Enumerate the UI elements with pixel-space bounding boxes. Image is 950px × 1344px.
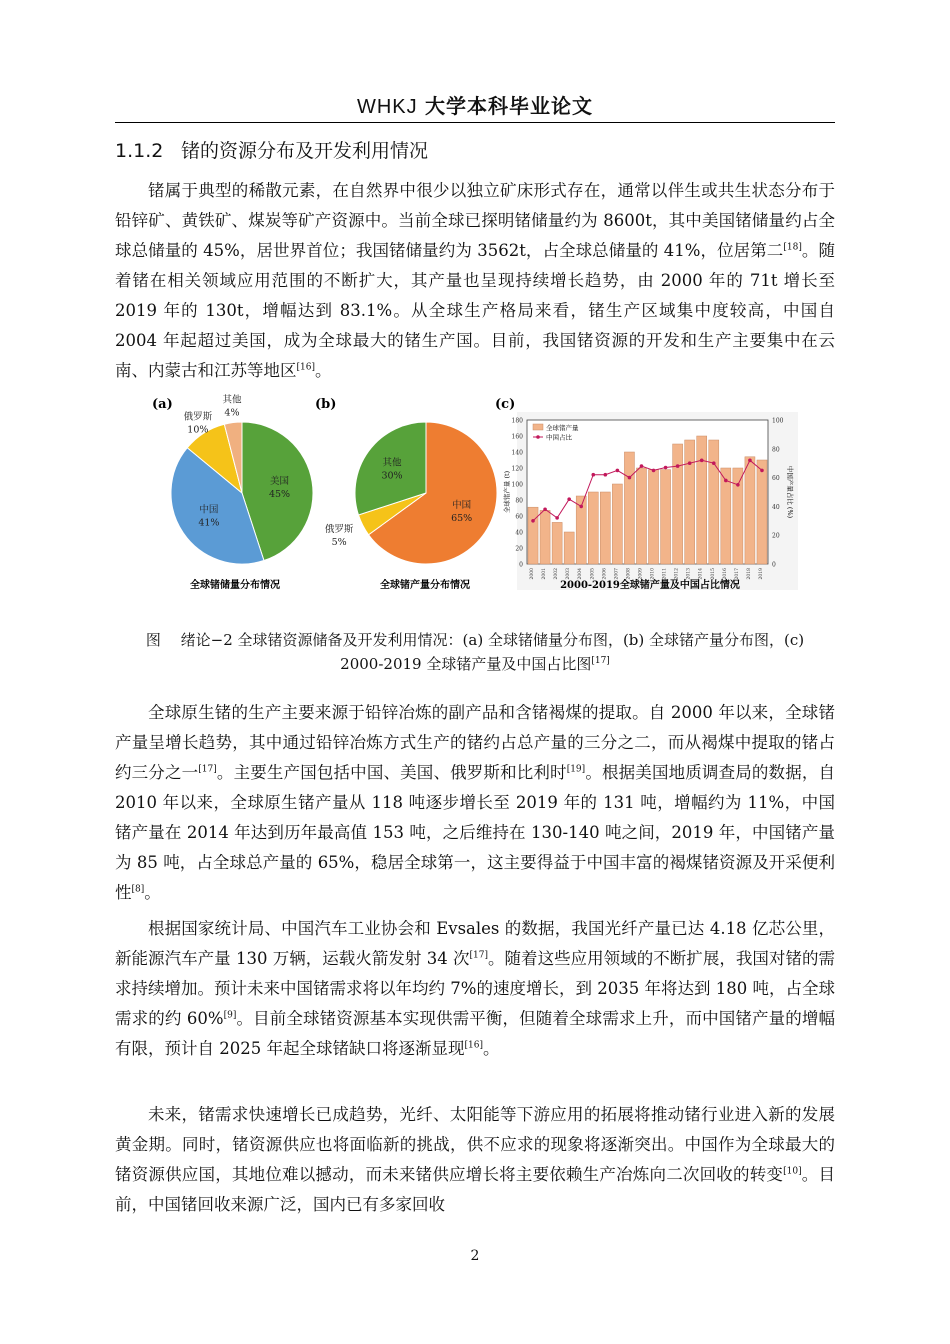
- text: 锗属于典型的稀散元素，在自然界中很少以独立矿床形式存在，通常以伴生或共生状态分布于铅锌矿、黄铁矿、煤炭等矿产资源中。当前全球已探明锗储量约为 8600t，其中美国锗储量约占全球总储量的 45%，居世界首位；我国锗储量约为 3562t，占全球总储量的 41%，位居第二: [115, 181, 835, 260]
- header-title: 大学本科毕业论文: [425, 94, 594, 118]
- text: 根据国家统计局、中国汽车工业协会和 Evsales 的数据，我国光纤产量已达 4.18 亿芯公里，新能源汽车产量 130 万辆，运载火箭发射 34 次: [115, 919, 835, 968]
- figure-caption: [115, 628, 835, 676]
- bar-2005: [588, 492, 598, 564]
- y-tick-label-2: 40: [515, 529, 523, 537]
- paragraph-3: [115, 914, 835, 1064]
- paragraph-1: [115, 176, 835, 386]
- x-tick-label-2016: 2016: [722, 568, 728, 580]
- citation: [17]: [591, 656, 610, 666]
- share-point-2018: [748, 459, 752, 463]
- pie-chart-reserves: [171, 394, 313, 564]
- bar-2003: [564, 532, 574, 564]
- pie-slice-label-3: 其他: [222, 394, 242, 406]
- page-number: 2: [470, 1248, 480, 1264]
- pie-slice-value-0: 65%: [451, 513, 473, 525]
- y-tick-label-1: 20: [515, 545, 523, 553]
- x-tick-label-2005: 2005: [590, 568, 596, 580]
- x-tick-label-2019: 2019: [758, 568, 764, 580]
- citation: [17]: [469, 950, 488, 961]
- pie-slice-label-1: 中国: [199, 504, 219, 516]
- pie-slice-label-2: 俄罗斯: [183, 411, 213, 423]
- bar-2018: [745, 457, 755, 564]
- share-point-2016: [724, 479, 728, 483]
- paragraph-4: [115, 1100, 835, 1220]
- y2-tick-label-1: 20: [772, 532, 780, 540]
- y-tick-label-6: 120: [511, 465, 523, 473]
- figure: [140, 392, 820, 610]
- share-point-2008: [628, 476, 632, 480]
- pie-slice-value-1: 41%: [198, 517, 220, 529]
- text: 。目前，中国锗回收来源广泛，国内已有多家回收: [115, 1165, 836, 1214]
- x-tick-label-2013: 2013: [686, 568, 692, 580]
- x-tick-label-2010: 2010: [650, 568, 656, 580]
- text: 未来，锗需求快速增长已成趋势，光纤、太阳能等下游应用的拓展将推动锗行业进入新的发展黄金期。同时，锗资源供应也将面临新的挑战，供不应求的现象将逐渐突出。中国作为全球最大的锗资源供应国，其地位难以撼动，而未来锗供应增长将主要依赖生产冶炼向二次回收的转变: [115, 1105, 835, 1184]
- section-number: 1.1.2: [115, 140, 164, 162]
- share-point-2017: [736, 483, 740, 487]
- page-header: [115, 90, 835, 122]
- share-point-2012: [676, 464, 680, 468]
- caption-line-2: [115, 652, 835, 676]
- x-tick-label-2006: 2006: [602, 568, 608, 580]
- pie-slice-label-1: 俄罗斯: [324, 524, 354, 536]
- x-tick-label-2008: 2008: [626, 568, 632, 580]
- bar-2012: [673, 444, 683, 564]
- text: 。: [482, 1039, 500, 1058]
- share-point-2003: [567, 497, 571, 501]
- section-heading: [115, 136, 428, 163]
- citation: [17]: [198, 764, 217, 775]
- share-point-2007: [616, 469, 620, 473]
- panel-c-tag: (c): [495, 397, 516, 412]
- pie-slice-label-0: 中国: [452, 500, 472, 512]
- y2-axis-label: 中国产量占比 (%): [786, 465, 794, 519]
- share-point-2000: [531, 519, 535, 523]
- bar-2014: [697, 436, 707, 564]
- y2-tick-label-0: 0: [772, 561, 776, 569]
- plot-frame: [527, 420, 768, 564]
- text: 。根据美国地质调查局的数据，自 2010 年以来，全球原生锗产量从 118 吨逐步增长至 2019 年的 131 吨，增幅约为 11%，中国锗产量在 2014 年达到历年最高值 153 吨，之后维持在 130-140 吨之间，2019 年，中国锗产量为 85 吨，占全球总产量的 65%，稳居全球第一，这主要得益于中国丰富的褐煤锗资源及开采便利性: [115, 763, 836, 902]
- pie-slice-value-2: 10%: [187, 424, 209, 436]
- panel-a-tag: (a): [152, 397, 173, 412]
- y-tick-label-8: 160: [511, 433, 523, 441]
- bar-2001: [540, 510, 550, 564]
- panel-b-title: 全球锗产量分布情况: [380, 580, 470, 591]
- bar-2011: [661, 470, 671, 564]
- text: 。目前全球锗资源基本实现供需平衡，但随着全球需求上升，而中国锗产量的增幅有限，预计自 2025 年起全球锗缺口将逐渐显现: [115, 1009, 836, 1058]
- legend-swatch-marker: [536, 435, 540, 439]
- y2-tick-label-2: 40: [772, 503, 780, 511]
- citation: [9]: [223, 1010, 237, 1021]
- citation: [18]: [783, 242, 802, 253]
- y-tick-label-4: 80: [515, 497, 523, 505]
- pie-slice-value-2: 30%: [381, 470, 403, 482]
- bar-2006: [600, 492, 610, 564]
- share-point-2013: [688, 461, 692, 465]
- share-point-2009: [640, 464, 644, 468]
- bar-2017: [733, 468, 743, 564]
- bar-2009: [636, 468, 646, 564]
- y-tick-label-5: 100: [511, 481, 523, 489]
- share-point-2001: [543, 507, 547, 511]
- pie-slice-value-3: 4%: [224, 407, 240, 419]
- caption-line-1: 图 绪论−2 全球锗资源储备及开发利用情况：(a) 全球锗储量分布图，(b) 全球锗产量分布图，(c): [145, 631, 805, 649]
- x-tick-label-2017: 2017: [734, 568, 740, 580]
- bar-2019: [757, 460, 767, 564]
- share-point-2019: [760, 469, 764, 473]
- bar-2016: [721, 468, 731, 564]
- share-point-2006: [604, 473, 608, 477]
- citation: [10]: [783, 1166, 802, 1177]
- bar-line-chart-production: [502, 412, 798, 590]
- pie-slice-value-0: 45%: [268, 489, 291, 501]
- citation: [16]: [464, 1040, 483, 1051]
- x-tick-label-2012: 2012: [674, 568, 680, 580]
- header-rule: [115, 122, 835, 123]
- y-tick-label-0: 0: [519, 561, 523, 569]
- citation: [8]: [131, 884, 145, 895]
- y-tick-label-7: 140: [511, 449, 523, 457]
- y-tick-label-3: 60: [515, 513, 523, 521]
- x-tick-label-2015: 2015: [710, 568, 716, 580]
- text: 。主要生产国包括中国、美国、俄罗斯和比利时: [216, 763, 567, 782]
- pie-chart-production: [325, 422, 497, 564]
- share-point-2011: [664, 466, 668, 470]
- bar-2007: [612, 484, 622, 564]
- y2-tick-label-5: 100: [772, 417, 784, 425]
- bar-2015: [709, 440, 719, 564]
- citation: [16]: [296, 362, 315, 373]
- x-tick-label-2002: 2002: [554, 568, 560, 580]
- pie-slice-label-2: 其他: [382, 457, 402, 469]
- share-point-2010: [652, 469, 656, 473]
- bar-2010: [649, 470, 659, 564]
- text: 。随着锗在相关领域应用范围的不断扩大，其产量也呈现持续增长趋势，由 2000 年的 71t 增长至 2019 年的 130t，增幅达到 83.1%。从全球生产格局来看，锗生产区域集中度较高，中国自 2004 年起超过美国，成为全球最大的锗生产国。目前，我国锗资源的开发和生产主要集中在云南、内蒙古和江苏等地区: [115, 241, 835, 380]
- share-point-2015: [712, 461, 716, 465]
- x-tick-label-2004: 2004: [578, 568, 584, 580]
- caption-text: 2000-2019 全球锗产量及中国占比图: [340, 655, 592, 673]
- text: 。随着这些应用领域的不断扩展，我国对锗的需求持续增加。预计未来中国锗需求将以年均约 7%的速度增长，到 2035 年将达到 180 吨，占全球需求的约 60%: [115, 949, 836, 1028]
- bar-2008: [624, 452, 634, 564]
- text: 。: [314, 361, 332, 380]
- bar-2013: [685, 440, 695, 564]
- legend-swatch-bar: [533, 424, 543, 430]
- x-tick-label-2009: 2009: [638, 568, 644, 580]
- y-tick-label-9: 180: [511, 417, 523, 425]
- text: 。: [144, 883, 161, 902]
- y2-tick-label-4: 80: [772, 446, 780, 454]
- y-axis-label: 全球锗产量 (t): [503, 470, 511, 514]
- pie-slice-label-0: 美国: [270, 476, 290, 488]
- paragraph-2: [115, 698, 835, 908]
- pie-slice-value-1: 5%: [331, 537, 347, 549]
- share-point-2002: [555, 516, 559, 520]
- panel-a-title: 全球锗储量分布情况: [190, 580, 280, 591]
- y2-tick-label-3: 60: [772, 475, 780, 483]
- panel-b-tag: (b): [315, 397, 337, 412]
- text: 全球原生锗的生产主要来源于铅锌冶炼的副产品和含锗褐煤的提取。自 2000 年以来，全球锗产量呈增长趋势，其中通过铅锌冶炼方式生产的锗约占总产量的三分之二，而从褐煤中提取的锗占约三分之一: [115, 703, 835, 782]
- x-tick-label-2014: 2014: [698, 568, 704, 580]
- x-tick-label-2011: 2011: [662, 568, 668, 580]
- legend-label-bar: 全球锗产量: [546, 424, 579, 432]
- panel-c-title: 2000-2019全球锗产量及中国占比情况: [560, 580, 740, 591]
- citation: [19]: [566, 764, 586, 775]
- x-tick-label-2003: 2003: [566, 568, 572, 580]
- bar-2000: [528, 507, 538, 564]
- legend-label-line: 中国占比: [546, 433, 572, 442]
- x-tick-label-2000: 2000: [530, 568, 536, 580]
- x-tick-label-2018: 2018: [746, 568, 752, 580]
- share-point-2004: [579, 505, 583, 509]
- share-point-2014: [700, 459, 704, 463]
- bar-2002: [552, 522, 562, 564]
- header-prefix: WHKJ: [356, 96, 418, 118]
- x-tick-label-2001: 2001: [542, 568, 548, 580]
- section-title: 锗的资源分布及开发利用情况: [181, 140, 429, 162]
- share-point-2005: [591, 473, 595, 477]
- x-tick-label-2007: 2007: [614, 568, 620, 580]
